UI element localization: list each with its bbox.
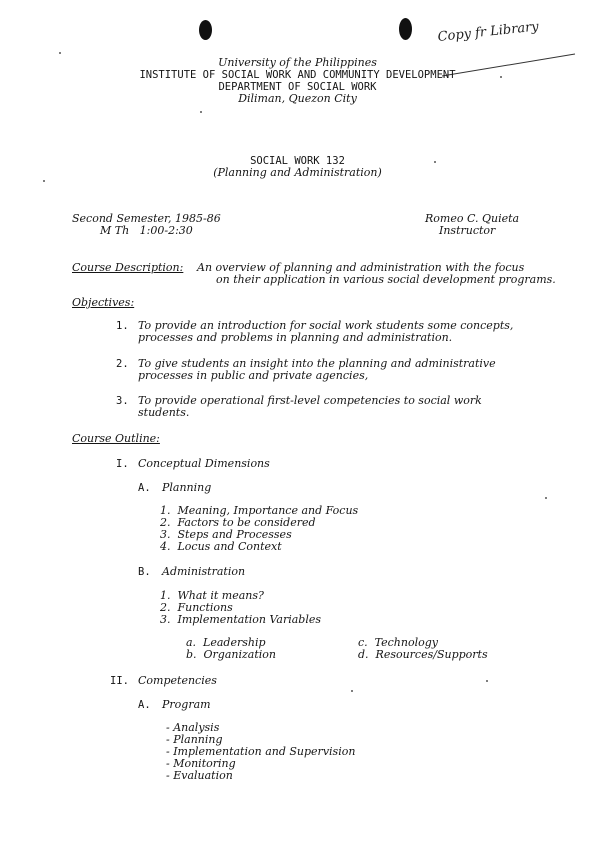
variable-item: c. Technology xyxy=(358,636,438,649)
competency-item: - Analysis xyxy=(166,721,220,734)
section-title: Competencies xyxy=(138,674,217,687)
subsection-title: Administration xyxy=(162,565,246,578)
subsection-letter: B. xyxy=(138,566,151,578)
speck xyxy=(43,180,45,182)
institute-name: INSTITUTE OF SOCIAL WORK AND COMMUNITY DEVELOPMENT xyxy=(139,69,456,81)
description-label: Course Description: xyxy=(72,261,184,274)
location: Diliman, Quezon City xyxy=(238,92,357,105)
outline-item: 3. Steps and Processes xyxy=(160,528,292,541)
speck xyxy=(545,497,547,499)
speck xyxy=(200,111,202,113)
competency-item: - Planning xyxy=(166,733,223,746)
objective-line: students. xyxy=(138,406,190,419)
subsection-letter: A. xyxy=(138,482,151,494)
section-number: II. xyxy=(110,675,129,687)
department-name: DEPARTMENT OF SOCIAL WORK xyxy=(218,81,377,93)
outline-label: Course Outline: xyxy=(72,432,160,445)
university-name: University of the Philippines xyxy=(218,56,377,69)
outline-item: 2. Functions xyxy=(160,601,233,614)
outline-item: 4. Locus and Context xyxy=(160,540,282,553)
description-line: on their application in various social development programs. xyxy=(216,273,556,286)
schedule: M Th 1:00-2:30 xyxy=(100,224,193,237)
objective-number: 2. xyxy=(116,358,129,370)
hole-punch-left xyxy=(199,20,212,40)
section-number: I. xyxy=(116,458,129,470)
variable-item: a. Leadership xyxy=(186,636,266,649)
speck xyxy=(351,690,353,692)
section-title: Conceptual Dimensions xyxy=(138,457,270,470)
outline-item: 2. Factors to be considered xyxy=(160,516,316,529)
objective-line: To give students an insight into the planning and administrative xyxy=(138,357,496,370)
outline-item: 3. Implementation Variables xyxy=(160,613,322,626)
objective-number: 1. xyxy=(116,320,129,332)
subsection-letter: A. xyxy=(138,699,151,711)
subsection-title: Planning xyxy=(162,481,212,494)
instructor-title: Instructor xyxy=(439,224,496,237)
variable-item: b. Organization xyxy=(186,648,277,661)
outline-item: 1. Meaning, Importance and Focus xyxy=(160,504,359,517)
competency-item: - Monitoring xyxy=(166,757,236,770)
speck xyxy=(59,52,61,54)
subsection-title: Program xyxy=(162,698,211,711)
instructor-name: Romeo C. Quieta xyxy=(425,212,520,225)
handwritten-annotation: Copy fr Library xyxy=(437,19,540,45)
description-line: An overview of planning and administration with the focus xyxy=(197,261,525,274)
course-code: SOCIAL WORK 132 xyxy=(250,155,345,167)
hole-punch-right xyxy=(399,18,412,40)
speck xyxy=(486,680,488,682)
objective-line: processes in public and private agencies, xyxy=(138,369,369,382)
course-title: (Planning and Administration) xyxy=(213,166,382,179)
outline-item: 1. What it means? xyxy=(160,589,264,602)
variable-item: d. Resources/Supports xyxy=(358,648,488,661)
competency-item: - Evaluation xyxy=(166,769,233,782)
objectives-label: Objectives: xyxy=(72,296,135,309)
objective-line: To provide an introduction for social work students some concepts, xyxy=(138,319,514,332)
objective-line: To provide operational first-level competencies to social work xyxy=(138,394,482,407)
objective-line: processes and problems in planning and administration. xyxy=(138,331,453,344)
competency-item: - Implementation and Supervision xyxy=(166,745,356,758)
semester: Second Semester, 1985-86 xyxy=(72,212,221,225)
objective-number: 3. xyxy=(116,395,129,407)
